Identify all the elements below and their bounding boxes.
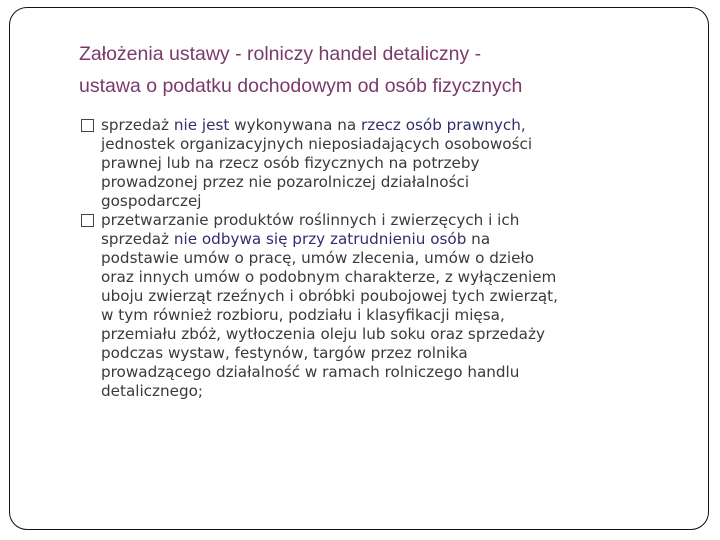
slide-title bbox=[79, 38, 699, 102]
body-text: gospodarczej bbox=[101, 192, 202, 210]
bullet-text-line bbox=[101, 135, 699, 154]
bullet-text-line bbox=[101, 306, 699, 325]
bullet-text-line bbox=[101, 173, 699, 192]
bullet-text-line bbox=[101, 325, 699, 344]
bullet-item bbox=[79, 211, 699, 401]
body-text: prowadzonej przez nie pozarolniczej działalności bbox=[101, 173, 470, 191]
body-text: sprzedaż bbox=[101, 230, 174, 248]
body-text: podczas wystaw, festynów, targów przez rolnika bbox=[101, 344, 468, 362]
body-text: , bbox=[520, 116, 526, 134]
body-text: na bbox=[466, 230, 491, 248]
body-text: prawnej lub na rzecz osób fizycznych na potrzeby bbox=[101, 154, 480, 172]
body-text: przemiału zbóż, wytłoczenia oleju lub soku oraz sprzedaży bbox=[101, 325, 545, 343]
body-text: podstawie umów o pracę, umów zlecenia, umów o dzieło bbox=[101, 249, 535, 267]
emphasized-text: rzecz osób prawnych bbox=[360, 116, 521, 134]
body-text: detalicznego; bbox=[101, 382, 204, 400]
bullet-text-line bbox=[101, 268, 699, 287]
body-text: w tym również rozbioru, podziału i klasyfikacji mięsa, bbox=[101, 306, 505, 324]
bullet-text-line bbox=[101, 363, 699, 382]
body-text: wykonywana na bbox=[229, 116, 361, 134]
bullet-item bbox=[79, 116, 699, 211]
bullet-text-line bbox=[101, 230, 699, 249]
bullet-text-line bbox=[101, 211, 699, 230]
bullet-text-line bbox=[101, 344, 699, 363]
checkbox-bullet-icon bbox=[81, 214, 94, 227]
bullet-text-line bbox=[101, 382, 699, 401]
body-text: uboju zwierząt rzeźnych i obróbki poubojowej tych zwierząt, bbox=[101, 287, 558, 305]
body-text: przetwarzanie produktów roślinnych i zwierzęcych i ich bbox=[101, 211, 520, 229]
body-text: prowadzącego działalność w ramach rolniczego handlu bbox=[101, 363, 520, 381]
bullet-list bbox=[79, 116, 699, 401]
slide-title-line-1: Założenia ustawy - rolniczy handel detaliczny - bbox=[79, 43, 482, 65]
bullet-text-line bbox=[101, 249, 699, 268]
slide-title-line-2: ustawa o podatku dochodowym od osób fizycznych bbox=[79, 75, 523, 97]
bullet-text-line bbox=[101, 287, 699, 306]
body-text: sprzedaż bbox=[101, 116, 174, 134]
bullet-text-line bbox=[101, 192, 699, 211]
bullet-text-line bbox=[101, 116, 699, 135]
checkbox-bullet-icon bbox=[81, 119, 94, 132]
emphasized-text: nie odbywa się przy zatrudnieniu osób bbox=[173, 230, 467, 248]
bullet-text-line bbox=[101, 154, 699, 173]
body-text: oraz innych umów o podobnym charakterze, z wyłączeniem bbox=[101, 268, 557, 286]
emphasized-text: nie jest bbox=[173, 116, 230, 134]
body-text: jednostek organizacyjnych nieposiadających osobowości bbox=[101, 135, 533, 153]
